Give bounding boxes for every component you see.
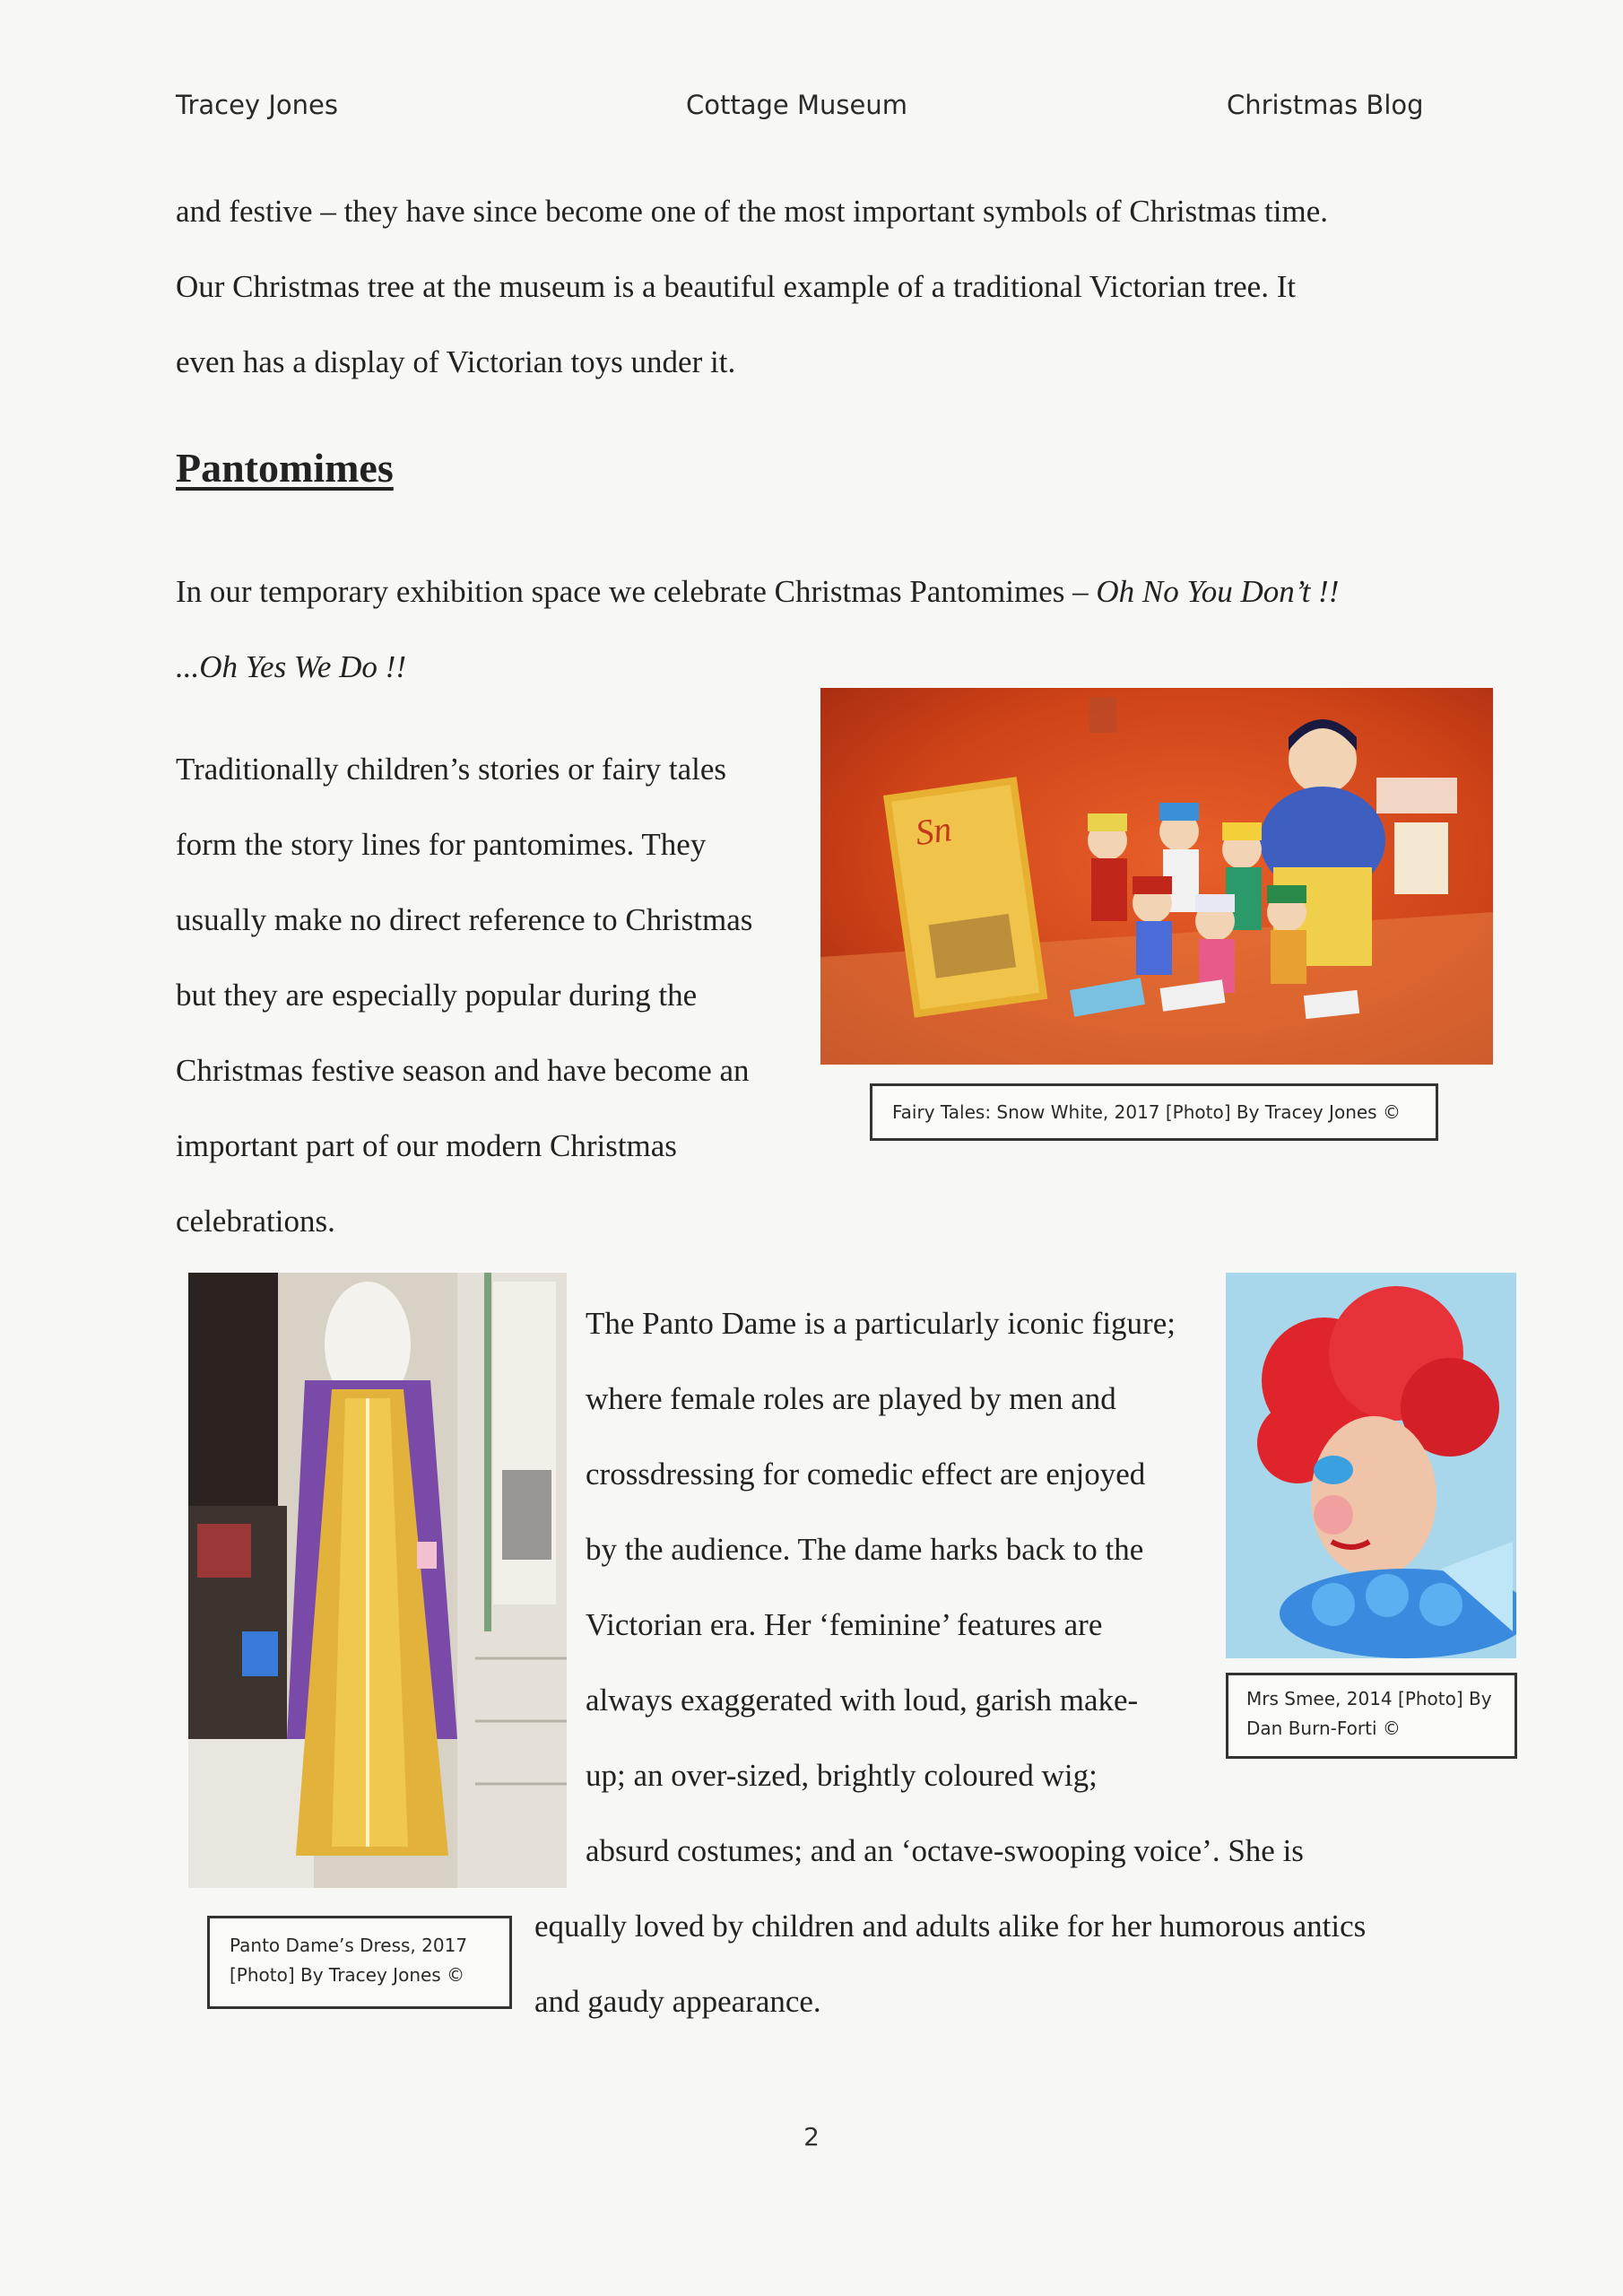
body-line: Traditionally children’s stories or fairy tales: [176, 752, 727, 787]
body-line: by the audience. The dame harks back to the: [586, 1532, 1144, 1567]
body-line: even has a display of Victorian toys under it.: [176, 344, 736, 379]
panto-dress-illustration: [188, 1273, 567, 1888]
body-line: celebrations.: [176, 1204, 335, 1239]
panto-dame-paragraph: [586, 1286, 1304, 1889]
header-section: Christmas Blog: [1227, 90, 1424, 120]
caption-text: Fairy Tales: Snow White, 2017 [Photo] By Tracey Jones ©: [892, 1101, 1401, 1123]
body-line: [176, 554, 1339, 630]
body-line: important part of our modern Christmas: [176, 1128, 677, 1163]
caption-panto-dress: [207, 1916, 512, 2009]
exhibition-paragraph: [176, 554, 1339, 705]
body-line: but they are especially popular during the: [176, 978, 698, 1013]
caption-mrs-smee: [1226, 1673, 1517, 1759]
body-line: always exaggerated with loud, garish make-: [586, 1683, 1139, 1718]
mrs-smee-illustration: [1226, 1273, 1516, 1658]
mrs-smee-photo: [1226, 1273, 1516, 1658]
body-line: absurd costumes; and an ‘octave-swooping voice’. She is: [586, 1833, 1304, 1868]
caption-line: Dan Burn-Forti ©: [1246, 1718, 1401, 1739]
header-site: Cottage Museum: [686, 90, 907, 120]
body-line: up; an over-sized, brightly coloured wig;: [586, 1758, 1098, 1793]
svg-text:Sn: Sn: [913, 808, 954, 854]
caption-line: Mrs Smee, 2014 [Photo] By: [1246, 1688, 1492, 1709]
body-line: equally loved by children and adults alike for her humorous antics: [534, 1909, 1367, 1944]
body-line: Christmas festive season and have become an: [176, 1053, 750, 1088]
body-line: where female roles are played by men and: [586, 1381, 1116, 1416]
body-line: form the story lines for pantomimes. They: [176, 827, 707, 862]
caption-snow-white: [870, 1083, 1438, 1141]
snow-white-illustration: [820, 688, 1493, 1065]
body-line: Our Christmas tree at the museum is a beautiful example of a traditional Victorian tree. It: [176, 269, 1297, 304]
caption-line: [Photo] By Tracey Jones ©: [230, 1964, 465, 1986]
snow-white-photo: [820, 688, 1493, 1065]
header-author: Tracey Jones: [176, 90, 338, 120]
body-line: Victorian era. Her ‘feminine’ features are: [586, 1607, 1103, 1642]
panto-dame-paragraph-end: [534, 1889, 1366, 2039]
body-line: and festive – they have since become one of the most important symbols of Christmas time.: [176, 194, 1329, 229]
body-line: usually make no direct reference to Christmas: [176, 902, 753, 937]
exhibition-quote: Oh No You Don’t !!: [1096, 574, 1340, 609]
body-line: The Panto Dame is a particularly iconic figure;: [586, 1306, 1176, 1341]
intro-paragraph: [176, 174, 1328, 400]
body-line: crossdressing for comedic effect are enjoyed: [586, 1457, 1146, 1492]
panto-dress-photo: [188, 1273, 567, 1888]
exhibition-text: In our temporary exhibition space we celebrate Christmas Pantomimes –: [176, 574, 1097, 609]
page-number: 2: [803, 2122, 820, 2152]
exhibition-quote-reply: ...Oh Yes We Do !!: [176, 649, 406, 684]
fairy-tale-paragraph: [176, 732, 752, 1259]
body-line: and gaudy appearance.: [534, 1984, 821, 2019]
caption-line: Panto Dame’s Dress, 2017: [230, 1935, 468, 1956]
section-heading: Pantomimes: [176, 445, 394, 491]
